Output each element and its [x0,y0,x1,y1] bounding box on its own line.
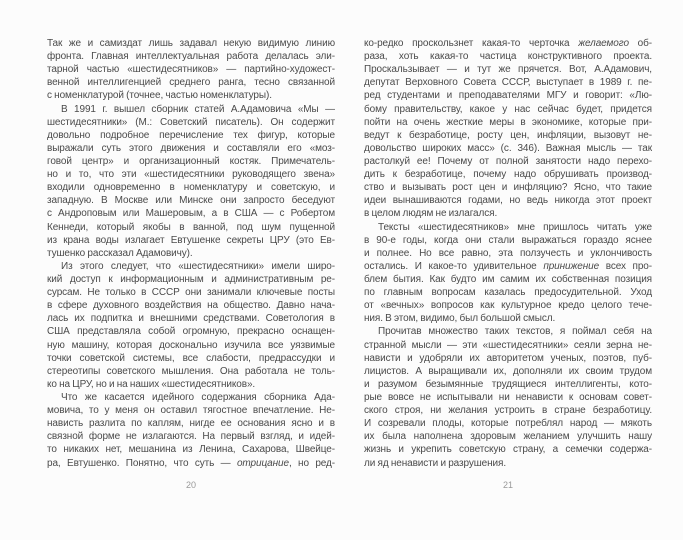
text-line: тушенко рассказал Адамовичу). [47,247,193,259]
text-line: довольство широких масс» (с. 346). Важная мысль — так [364,142,652,154]
text-line: стереотипы советского мышления. Она работала не толь- [47,365,335,377]
text-line: с Андроповым или Машеровым, а в США — с Робертом [47,208,335,220]
text-line: с номенклатурой (точнее, частью номенклатуры). [47,90,272,102]
text-line: то никаких нет, мешанина из Ленина, Сахарова, Швейце- [47,444,335,456]
text-line: в целом людям не излагался. [364,208,498,220]
text-line: мовича, то у меня он оставил тягостное впечатление. Не- [47,405,335,417]
text-line: пойти на очень жесткие меры в экономике, которые при- [364,116,652,128]
text-line: ведут к безработице, росту цен, инфляции, вызовут не- [364,129,652,141]
text-line: фронта. Главная интеллектуальная работа делалась эли- [47,51,335,63]
page-left-text-block [47,37,335,470]
text-line: и полнее. Но все равно, эта ползучесть и уклончивость [364,247,652,259]
text-line: И созревали плоды, которые потреблял народ — мякоть [364,418,652,430]
page-right-number: 21 [502,480,513,490]
text-line: выражали суть этого движения и составляли его «моз- [47,142,335,154]
text-line: кий доступ к информационным и административным ре- [47,273,335,285]
text-line: раза, хоть какая-то частица конструктивного проекта. [364,51,652,63]
text-line: ство и вызывать рост цен и инфляцию? Ясно, что такие [364,182,652,194]
text-line: В 1991 г. вышел сборник статей А.Адамовича «Мы — [61,103,335,115]
text-line: лась их подпитка и внешними средствами. Советология в [47,313,335,325]
text-line: жизнь и укрепить советскую страну, а семечки содержа- [364,444,652,456]
text-line: но и то, что эти «шестидесятники руководящего звена» [47,169,335,181]
text-line: Так же и самиздат лишь задавал некую видимую линию [47,38,335,49]
text-line: Проскальзывает — и тут же прячется. Вот, А.Адамович, [364,64,652,76]
text-line: Из этого следует, что «шестидесятники» имели широ- [61,260,335,272]
text-line: бому правительству, какое у нас сейчас будет, придется [364,103,652,115]
page-right-text-block [364,37,652,470]
text-line: тарной частью «шестидесятников» — партийно-художест- [47,64,335,76]
text-line: Прочитав множество таких текстов, я поймал себя на [378,326,652,338]
text-line: растолкуй ее! Почему от полной занятости надо перехо- [364,155,652,167]
text-line: ского строя, ни желания устроить в стране безработицу. [364,405,652,417]
text-line: связной форме не излагаются. На первый взгляд, и идей- [47,431,335,443]
text-line: входили одновременно в номенклатуру и советскую, и [47,182,335,194]
text-line: ра, Евтушенко. Понятно, что суть — отрицание, но ред- [47,457,335,469]
text-line: венной интеллигенцией среднего ранга, тесно связанной [47,77,335,89]
text-line: ко-редко проскользнет какая-то черточка желаемого об- [364,38,652,49]
text-line: остались. И какое-то удивительное принижение всех про- [364,260,652,272]
text-line: рые вовсе не испытывали ни ненависти к основам совет- [364,391,652,403]
text-line: в сфере духовного воздействия на общество. Давно нача- [47,300,335,312]
text-line: по главным вопросам казалась предосудительной. Уход [364,287,652,299]
text-line: нависти и удобряли их авторитетом ученых, поэтов, пуб- [364,352,652,364]
text-line: шестидесятники» (М.: Советский писатель). Он содержит [47,116,335,128]
text-line: их была наполнена здоровым желанием улучшить нашу [364,431,652,443]
text-line: Кеннеди, который якобы в ванной, под шум пущенной [47,221,335,233]
text-line: из крана воды излагает Евтушенке секреты ЦРУ (это Ев- [47,234,335,246]
text-line: США представляла собой огромную, прекрасно оснащен- [47,326,335,338]
text-line: сурсам. Не только в СССР они занимали ключевые посты [47,287,335,299]
text-line: депутат Верховного Совета СССР, выступает в 1989 г. пе- [364,77,652,89]
text-line: и разумом безымянные трудящиеся интеллигенты, кото- [364,378,652,390]
text-line: в 90-е годы, когда они стали выражаться гораздо яснее [364,234,652,246]
text-line: Тексты «шестидесятников» мне пришлось читать уже [378,221,652,233]
text-line: блем бытия. Как будто им самим их собственная позиция [364,273,652,285]
text-line: ную машину, которая досконально изучила все уязвимые [47,339,335,351]
text-line: говой центр» и организационный костяк. Примечатель- [47,155,335,167]
text-line: довольно подробное перечисление тех фигур, которые [47,129,335,141]
text-line: нависть разлита по каплям, нигде ее основания ясно и в [47,418,335,430]
text-line: идеи вынашиваются годами, но ведь никогда этот проект [364,195,652,207]
text-line: точки советской системы, все слабости, предрассудки и [47,352,335,364]
text-line: Что же касается идейного содержания сборника Ада- [61,391,335,403]
text-line: от «вечных» вопросов как культурное кредо целого тече- [364,300,652,312]
text-line: западную. В Москве или Минске они запросто беседуют [47,195,335,207]
text-line: лицистов. А выращивали их, дополняли их своим трудом [364,365,652,377]
text-line: ния. В этом, видимо, был большой смысл. [364,313,556,325]
text-line: дить к безработице, почему надо обрушивать производ- [364,169,652,181]
text-line: ко на ЦРУ, но и на наших «шестидесятников». [47,378,256,390]
text-line: странной мысли — эти «шестидесятники» сеяли зерна не- [364,339,652,351]
page-left-number: 20 [185,480,196,490]
text-line: ли яд ненависти и разрушения. [364,457,507,469]
text-line: ред студентами и преподавателями МГУ и говорит: «Лю- [364,90,652,102]
